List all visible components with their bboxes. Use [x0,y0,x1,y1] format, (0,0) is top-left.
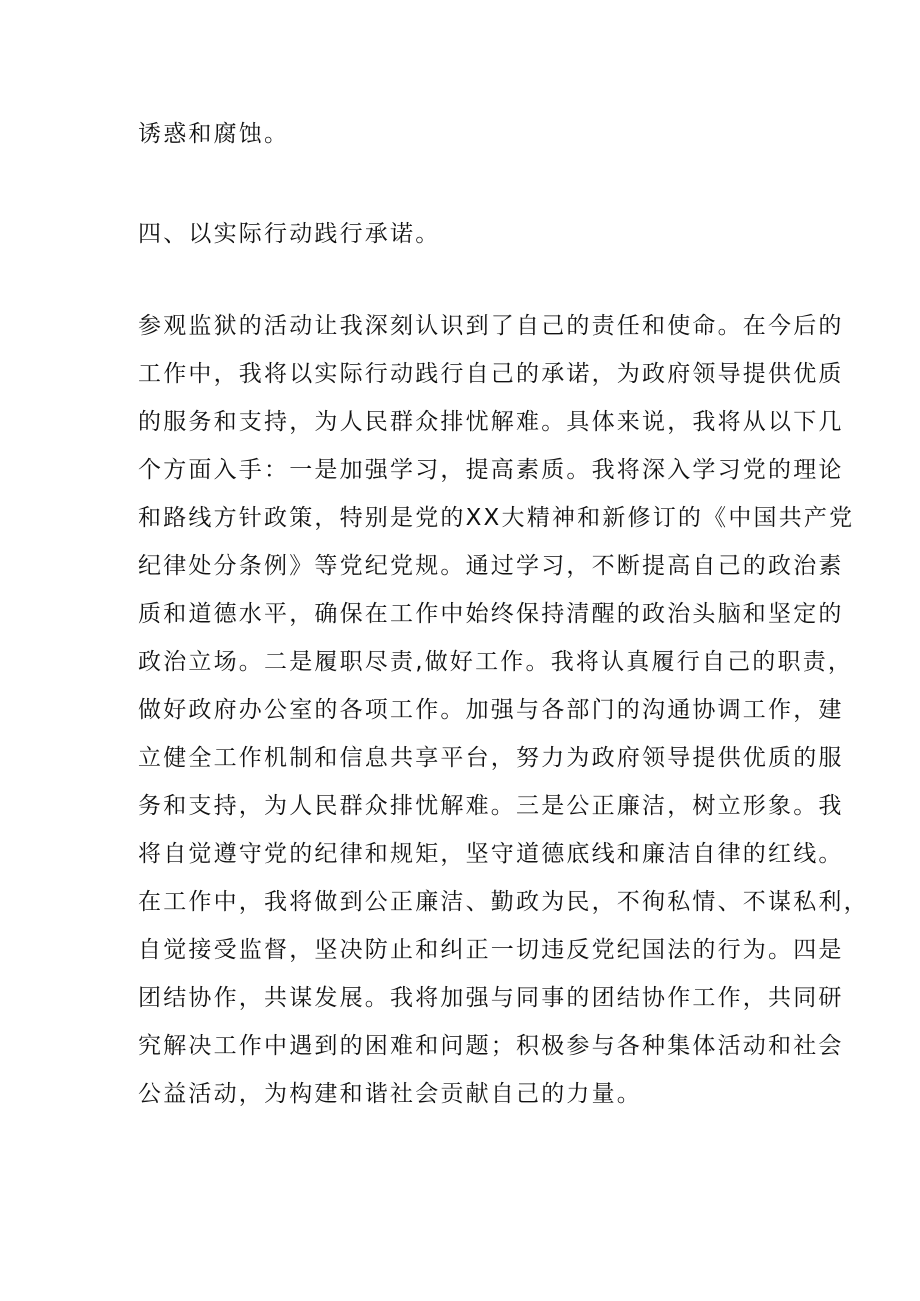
text-line: 自觉接受监督，坚决防止和纠正一切违反党纪国法的行为。四是 [138,937,844,963]
text-line: 和路线方针政策，特别是党的XX大精神和新修订的《中国共产党 [138,505,855,531]
text-line: 质和道德水平，确保在工作中始终保持清醒的政治头脑和坚定的 [138,601,844,627]
text-line: 在工作中，我将做到公正廉洁、勤政为民，不徇私情、不谋私利， [138,889,869,915]
text-line: 政治立场。二是履职尽责,做好工作。我将认真履行自己的职责， [138,649,854,675]
text-line: 个方面入手：一是加强学习，提高素质。我将深入学习党的理论 [138,457,844,483]
paragraph-continuation [138,110,798,158]
text-line: 究解决工作中遇到的困难和问题；积极参与各种集体活动和社会 [138,1033,844,1059]
text-line: 工作中，我将以实际行动践行自己的承诺，为政府领导提供优质 [138,361,844,387]
text-line: 做好政府办公室的各项工作。加强与各部门的沟通协调工作，建 [138,697,844,723]
text-line: 纪律处分条例》等党纪党规。通过学习，不断提高自己的政治素 [138,553,844,579]
text-line: 将自觉遵守党的纪律和规矩，坚守道德底线和廉洁自律的红线。 [138,841,844,867]
text-line: 的服务和支持，为人民群众排忧解难。具体来说，我将从以下几 [138,409,844,435]
text-line: 参观监狱的活动让我深刻认识到了自己的责任和使命。在今后的 [138,313,844,339]
text-line: 公益活动，为构建和谐社会贡献自己的力量。 [138,1081,642,1107]
text-line: 团结协作，共谋发展。我将加强与同事的团结协作工作，共同研 [138,985,844,1011]
section-heading [138,210,798,258]
heading-text: 四、以实际行动践行承诺。 [138,221,441,247]
text-line: 务和支持，为人民群众排忧解难。三是公正廉洁，树立形象。我 [138,793,844,819]
text-line: 诱惑和腐蚀。 [138,121,290,147]
text-line: 立健全工作机制和信息共享平台，努力为政府领导提供优质的服 [138,745,844,771]
body-paragraph [138,302,869,1118]
